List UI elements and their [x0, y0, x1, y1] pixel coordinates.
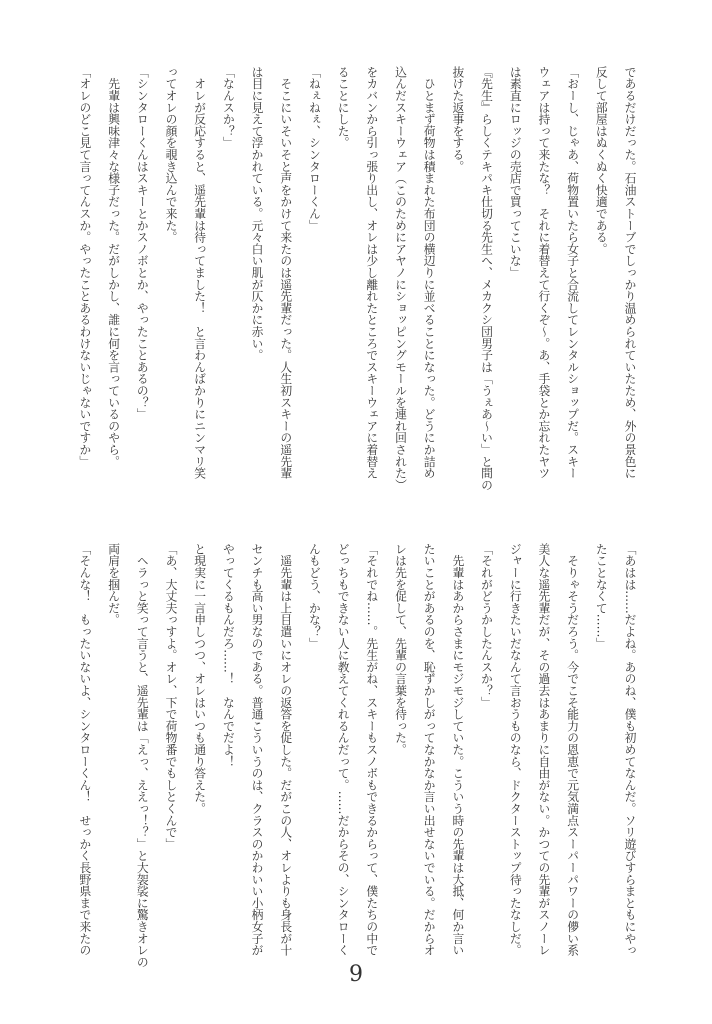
text-line: 「ねぇねぇ、シンタローくん」	[307, 66, 322, 232]
text-line: 『先生』らしくテキパキ仕切る先生へ、メカクシ団男子は「うぇあ～い」と間の	[479, 66, 494, 491]
text-line: 「あはは……だよね。あのね、僕も初めてなんだ。ソリ遊びすらまともにやっ	[623, 543, 637, 956]
text-line: 「それがどうかしたんスか？」	[479, 543, 494, 709]
upper-text-block	[70, 66, 644, 491]
text-line: 反して部屋はぬくぬく快適である。	[594, 66, 609, 255]
text-line: そこにいそいそと声をかけて来たのは遥先輩だった。人生初スキーの遥先輩	[278, 66, 293, 479]
text-line: をカバンから引っ張り出し、オレは少し離れたところでスキーウェアに着替え	[364, 66, 379, 479]
text-line: ひとまず荷物は積まれた布団の横辺りに並べることになった。どうにか詰め	[422, 66, 437, 479]
text-line: ヘラっと笑って言うと、遥先輩は「えっ、ええっ！？」と大袈裟に驚きオレの	[135, 543, 150, 968]
text-line: であるだけだった。石油ストーブでしっかり温められていたため、外の景色に	[623, 66, 637, 479]
text-line: ることにした。	[336, 66, 351, 149]
text-line: 「それでね……。先生がね、スキーもスノボもできるからって、僕たちの中で	[364, 543, 379, 956]
text-line: は目に見えて浮かれている。元々白い肌が仄かに赤い。	[250, 66, 265, 361]
text-line: 「オレのどこ見て言ってんスか。やったことあるわけないじゃないですか」	[77, 66, 92, 468]
text-line: 込んだスキーウェア（このためにアヤノにショッピングモールを連れ回された）	[393, 66, 408, 491]
text-line: レは先を促して、先輩の言葉を待った。	[393, 543, 408, 756]
text-line: 「あ、大丈夫っすよ。オレ、下で荷物番でもしとくんで」	[164, 543, 178, 850]
text-line: ってオレの顔を覗き込んで来た。	[164, 66, 178, 243]
text-line: は素直にロッジの売店で買ってこいな」	[508, 66, 523, 279]
text-line: 「そんな！ もったいないよ、シンタローくん！ せっかく長野県まで来たの	[77, 543, 92, 956]
text-line: ウェアは持って来たな？ それに着替えて行くぞ～。あ、手袋とか忘れたヤツ	[536, 66, 551, 479]
text-line: 美人な遥先輩だが、その過去はあまりに自由がない。かつての先輩がスノーレ	[536, 543, 551, 956]
text-line: オレが反応すると、遥先輩は待ってました！ と言わんばかりにニンマリ笑	[192, 66, 207, 479]
text-line: 遥先輩は上目遣いにオレの返答を促した。だがこの人、オレよりも身長が十	[278, 543, 293, 956]
text-line: 「おーし、じゃあ、荷物置いたら女子と合流してレンタルショップだ。スキー	[565, 66, 580, 479]
text-line: んもどう、かな？」	[307, 543, 322, 650]
text-line: センチも高い男なのである。普通こういうのは、クラスのかわいい小柄女子が	[250, 543, 265, 956]
text-line: 「なんスか？」	[221, 66, 236, 149]
text-line: 抜けた返事をする。	[450, 66, 465, 173]
text-line: と現実に一言申しつつ、オレはいつも通り答えた。	[192, 543, 207, 815]
text-line: どっちもできない人に教えてくれるんだって。……だからその、シンタローく	[336, 543, 351, 956]
page-number: 9	[349, 962, 363, 987]
text-line: 先輩は興味津々な様子だった。だがしかし、誰に何を言っているのやら。	[106, 66, 121, 468]
text-line: 「シンタローくんはスキーとかスノボとか、やったことあるの？」	[135, 66, 150, 420]
text-line: そりゃそうだろう。今でこそ能力の恩恵で元気満点スーパーパワーの儚い系	[565, 543, 580, 956]
text-line: やってくるもんだろ……！ なんでだよ！	[221, 543, 236, 768]
text-line: 先輩はあからさまにモジモジしていた。こういう時の先輩は大抵、何か言い	[450, 543, 465, 956]
text-line: たいことがあるのを、恥ずかしがってなかなか言い出せないでいる。だからオ	[422, 543, 437, 956]
lower-text-block	[70, 543, 644, 968]
text-line: ジャーに行きたいだなんて言おうものなら、ドクターストップ待ったなしだ。	[508, 543, 523, 956]
text-line: 両肩を掴んだ。	[106, 543, 121, 626]
text-line: たことなくて……」	[594, 543, 609, 650]
